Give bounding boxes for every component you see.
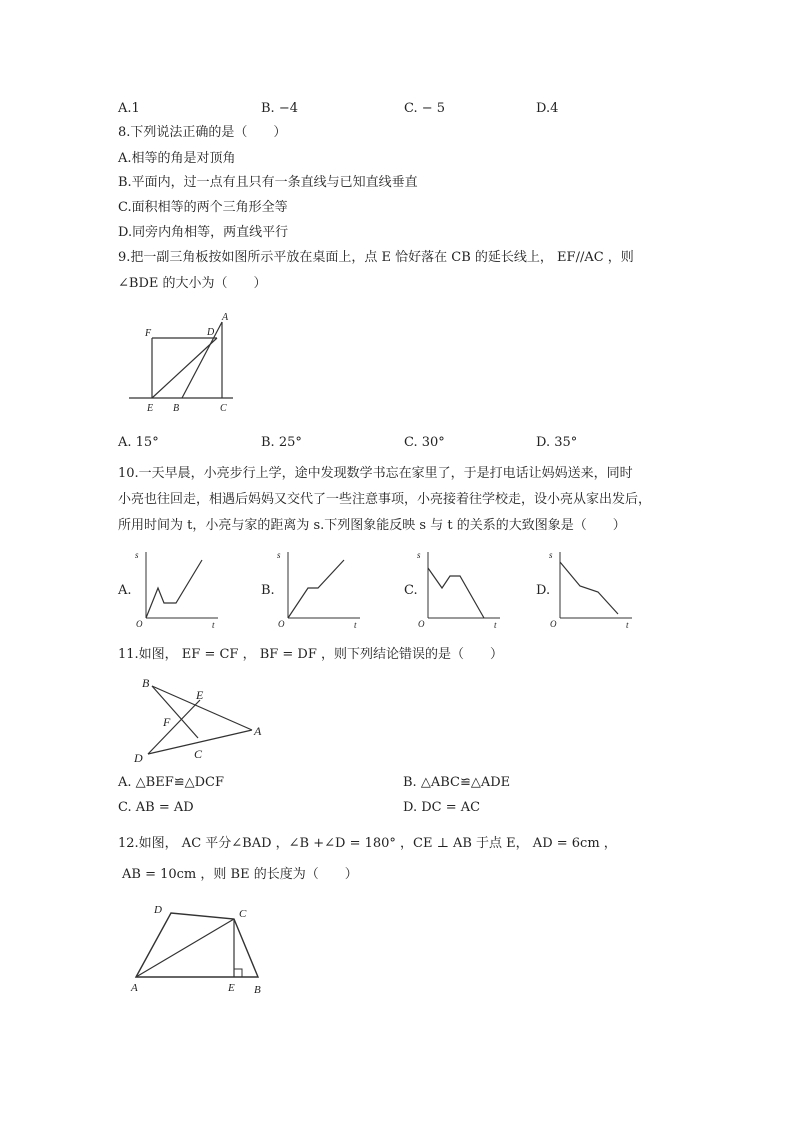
- q7-option-d: D.4: [536, 101, 559, 116]
- q8-stem: 8.下列说法正确的是（ ）: [118, 125, 287, 140]
- q11-stem: 11.如图， EF = CF ， BF = DF ，则下列结论错误的是（ ）: [118, 647, 504, 662]
- svg-text:O: O: [278, 619, 285, 629]
- q9-option-b: B. 25°: [261, 435, 302, 450]
- q12-label-c: C: [239, 908, 247, 920]
- svg-text:s: s: [135, 550, 139, 560]
- svg-text:s: s: [417, 550, 421, 560]
- q8-option-c: C.面积相等的两个三角形全等: [118, 200, 288, 215]
- q10-option-c-label: C.: [404, 583, 418, 598]
- q12-label-a: A: [131, 982, 138, 994]
- q11-label-c: C: [194, 747, 203, 761]
- q9-label-f: F: [145, 328, 152, 339]
- q9-stem-line2: ∠BDE 的大小为（ ）: [118, 276, 267, 291]
- q9-label-b: B: [173, 403, 180, 414]
- q10-stem-line1: 10.一天早晨，小亮步行上学，途中发现数学书忘在家里了，于是打电话让妈妈送来，同时: [118, 466, 633, 481]
- q11-label-a: A: [254, 724, 262, 738]
- q11-figure: [130, 672, 270, 767]
- q10-stem-line3: 所用时间为 t，小亮与家的距离为 s.下列图象能反映 s 与 t 的关系的大致图象是（ ）: [118, 518, 626, 533]
- svg-text:t: t: [494, 620, 497, 630]
- q11-option-b: B. △ABC≌△ADE: [403, 775, 511, 790]
- q10-graph-a: [132, 548, 222, 630]
- q9-option-a: A. 15°: [118, 435, 159, 450]
- q9-stem-line1: 9.把一副三角板按如图所示平放在桌面上，点 E 恰好落在 CB 的延长线上， EF//AC ，则: [118, 250, 634, 265]
- q10-graph-c: [414, 548, 504, 630]
- svg-text:O: O: [418, 619, 425, 629]
- q12-stem-line1: 12.如图， AC 平分∠BAD ，∠B +∠D = 180° ，CE ⊥ AB 于点 E， AD = 6cm ，: [118, 836, 617, 851]
- q12-label-b: B: [254, 984, 261, 996]
- q9-label-d: D: [207, 327, 215, 338]
- q11-label-e: E: [196, 688, 204, 702]
- q9-option-c: C. 30°: [404, 435, 445, 450]
- q9-figure: [125, 308, 245, 416]
- q10-graph-b: [274, 548, 364, 630]
- q8-option-a: A.相等的角是对顶角: [118, 151, 236, 166]
- q9-label-e: E: [147, 403, 154, 414]
- q12-label-d: D: [154, 904, 162, 916]
- svg-text:t: t: [354, 620, 357, 630]
- q11-label-b: B: [142, 676, 150, 690]
- q9-label-c: C: [220, 403, 227, 414]
- q9-label-a: A: [222, 312, 229, 323]
- q10-option-b-label: B.: [261, 583, 275, 598]
- svg-text:O: O: [550, 619, 557, 629]
- q8-option-d: D.同旁内角相等，两直线平行: [118, 225, 289, 240]
- q11-option-d: D. DC = AC: [403, 800, 481, 815]
- q10-stem-line2: 小亮也往回走，相遇后妈妈又交代了一些注意事项，小亮接着往学校走，设小亮从家出发后，: [118, 492, 652, 507]
- q11-option-a: A. △BEF≌△DCF: [118, 775, 224, 790]
- q12-figure: [126, 900, 276, 1000]
- q11-option-c: C. AB = AD: [118, 800, 194, 815]
- q7-option-a: A.1: [118, 101, 140, 116]
- q10-option-a-label: A.: [118, 583, 132, 598]
- q11-label-f: F: [163, 715, 171, 729]
- q7-option-b: B. −4: [261, 101, 298, 116]
- svg-text:s: s: [277, 550, 281, 560]
- q10-graph-d: [546, 548, 636, 630]
- q12-label-e: E: [228, 982, 235, 994]
- svg-text:s: s: [549, 550, 553, 560]
- q9-option-d: D. 35°: [536, 435, 578, 450]
- svg-text:t: t: [212, 620, 215, 630]
- q12-stem-line2: AB = 10cm ，则 BE 的长度为（ ）: [122, 867, 358, 882]
- q10-option-d-label: D.: [536, 583, 551, 598]
- svg-text:t: t: [626, 620, 629, 630]
- q11-label-d: D: [134, 751, 143, 765]
- q7-option-c: C. − 5: [404, 101, 446, 116]
- q8-option-b: B.平面内，过一点有且只有一条直线与已知直线垂直: [118, 175, 418, 190]
- svg-text:O: O: [136, 619, 143, 629]
